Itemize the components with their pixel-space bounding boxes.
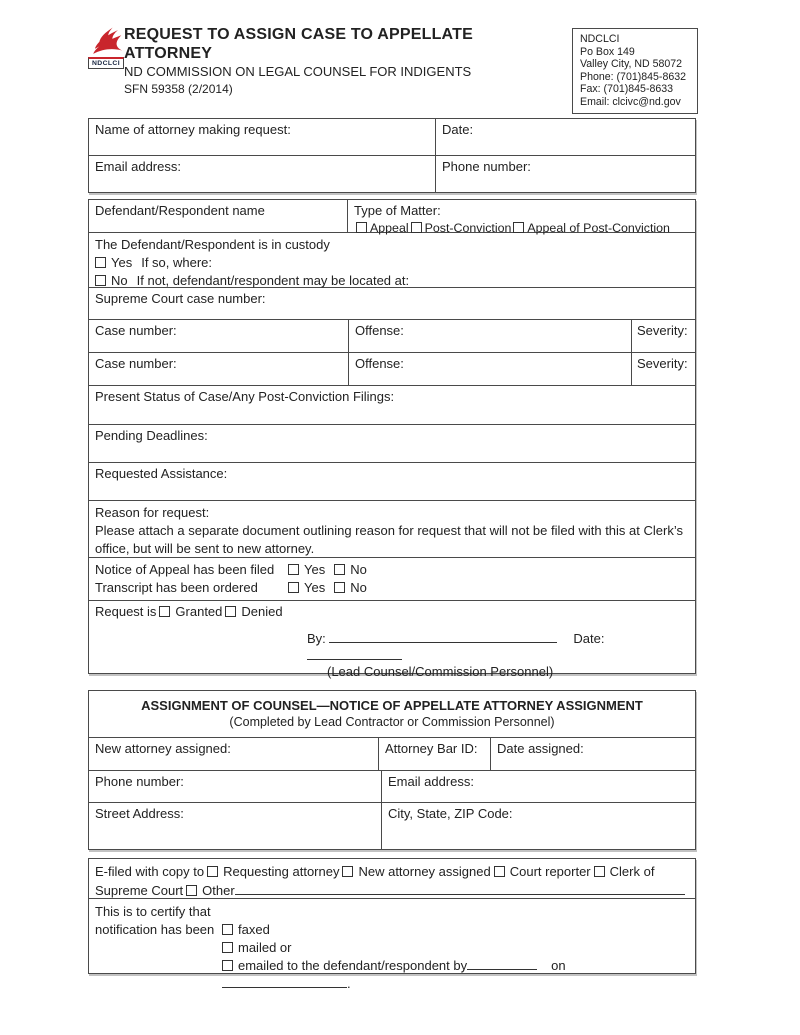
faxed-checkbox[interactable] <box>222 924 233 935</box>
by-signature-line[interactable] <box>329 630 557 643</box>
custody-label: The Defendant/Respondent is in custody <box>95 237 330 252</box>
field-new-attorney[interactable] <box>89 738 378 770</box>
field-certification <box>89 899 695 991</box>
transcript-no-label: No <box>350 580 367 595</box>
certify-mailed-line <box>222 939 695 957</box>
efile-clerk-checkbox[interactable] <box>594 866 605 877</box>
notice-no-checkbox[interactable] <box>334 564 345 575</box>
field-reason-for-request <box>89 501 695 557</box>
certify-intro-line2: notification has been <box>95 922 215 937</box>
field-requested-assistance[interactable] <box>89 463 695 500</box>
agency-address-box <box>572 28 698 114</box>
severity-2-label: Severity: <box>637 356 688 371</box>
title-block <box>124 25 564 97</box>
denied-label: Denied <box>241 604 283 619</box>
bar-id-label: Attorney Bar ID: <box>385 741 478 756</box>
field-supreme-court-case-number[interactable] <box>89 288 695 319</box>
field-severity-2[interactable] <box>631 353 695 385</box>
custody-no-checkbox[interactable] <box>95 275 106 286</box>
efile-court-reporter-label: Court reporter <box>509 864 591 879</box>
offense-2-label: Offense: <box>355 356 404 371</box>
address-line-3: Valley City, ND 58072 <box>580 58 683 71</box>
field-defendant-name[interactable] <box>89 200 347 232</box>
efile-table <box>88 858 696 991</box>
decision-date-label: Date: <box>573 631 605 646</box>
field-efiled-copies <box>89 859 695 898</box>
efile-other-checkbox[interactable] <box>186 885 197 896</box>
request-is-label: Request is <box>95 604 157 619</box>
field-city-state-zip[interactable] <box>381 803 695 849</box>
field-attorney-email[interactable] <box>89 156 435 192</box>
efile-other-label: Other <box>202 883 235 898</box>
decision-line <box>95 604 689 620</box>
efile-new-attorney-label: New attorney assigned <box>358 864 491 879</box>
field-assigned-email[interactable] <box>381 771 695 802</box>
certify-emailed-line <box>222 957 695 993</box>
field-case-number-1[interactable] <box>89 320 348 352</box>
field-offense-2[interactable] <box>348 353 631 385</box>
attorney-phone-label: Phone number: <box>442 159 531 174</box>
appeal-checkbox[interactable] <box>356 222 367 233</box>
ndclci-logo-badge: NDCLCI <box>88 57 124 69</box>
case-number-1-label: Case number: <box>95 323 177 338</box>
pending-deadlines-label: Pending Deadlines: <box>95 428 208 443</box>
field-attorney-name[interactable] <box>89 119 435 155</box>
assignment-subtitle: (Completed by Lead Contractor or Commission Personnel) <box>229 715 555 729</box>
by-label: By: <box>307 631 326 646</box>
faxed-label: faxed <box>238 922 270 937</box>
granted-label: Granted <box>175 604 223 619</box>
efile-other-line[interactable] <box>235 882 685 895</box>
mailed-label: mailed or <box>238 940 292 955</box>
assignment-table <box>88 690 696 850</box>
certify-period: . <box>347 976 351 991</box>
defendant-name-label: Defendant/Respondent name <box>95 203 265 218</box>
denied-checkbox[interactable] <box>225 606 236 617</box>
field-custody <box>89 233 695 287</box>
notice-yes-checkbox[interactable] <box>288 564 299 575</box>
new-attorney-label: New attorney assigned: <box>95 741 231 756</box>
by-caption: (Lead Counsel/Commission Personnel) <box>327 664 554 679</box>
notice-yes-label: Yes <box>304 562 326 577</box>
custody-yes-checkbox[interactable] <box>95 257 106 268</box>
type-of-matter-label: Type of Matter: <box>354 203 441 218</box>
certify-intro-line1: This is to certify that <box>95 904 211 919</box>
field-street-address[interactable] <box>89 803 381 849</box>
field-type-of-matter <box>347 200 695 235</box>
page-subtitle: ND COMMISSION ON LEGAL COUNSEL FOR INDIGENTS <box>124 64 472 79</box>
efile-court-reporter-checkbox[interactable] <box>494 866 505 877</box>
case-number-2-label: Case number: <box>95 356 177 371</box>
present-status-label: Present Status of Case/Any Post-Conviction Filings: <box>95 389 395 404</box>
reason-for-request-note: Please attach a separate document outlining reason for request that will not be filed with this at Clerk’s office, but will be sent to new attorney. <box>95 523 683 556</box>
emailed-by-line[interactable] <box>467 957 537 970</box>
custody-yes-suffix: If so, where: <box>141 255 213 270</box>
request-date-label: Date: <box>442 122 474 137</box>
appeal-of-post-conviction-checkbox[interactable] <box>513 222 524 233</box>
field-decision <box>89 601 695 679</box>
address-line-1: NDCLCI <box>580 33 620 45</box>
emailed-label: emailed to the defendant/respondent by <box>238 958 468 973</box>
emailed-on-line[interactable] <box>222 975 347 988</box>
field-assigned-phone[interactable] <box>89 771 381 802</box>
field-bar-id[interactable] <box>378 738 490 770</box>
assigned-phone-label: Phone number: <box>95 774 184 789</box>
custody-no-label: No <box>111 273 128 288</box>
mailed-checkbox[interactable] <box>222 942 233 953</box>
efile-requesting-attorney-checkbox[interactable] <box>207 866 218 877</box>
field-offense-1[interactable] <box>348 320 631 352</box>
field-notice-transcript <box>89 558 695 600</box>
field-attorney-phone[interactable] <box>435 156 695 192</box>
certify-faxed-line <box>222 921 695 939</box>
decision-date-line[interactable] <box>307 647 402 660</box>
efiled-prefix: E-filed with copy to <box>95 864 205 879</box>
form-number: SFN 59358 (2/2014) <box>124 82 233 96</box>
severity-1-label: Severity: <box>637 323 688 338</box>
page-title: REQUEST TO ASSIGN CASE TO APPELLATE ATTORNEY <box>124 26 473 62</box>
street-address-label: Street Address: <box>95 806 184 821</box>
transcript-line <box>95 579 689 597</box>
appeal-of-post-conviction-label: Appeal of Post-Conviction <box>527 221 670 235</box>
address-line-4: Phone: (701)845-8632 <box>580 70 687 83</box>
requester-table <box>88 118 696 193</box>
assignment-header <box>89 691 695 737</box>
address-line-5: Fax: (701)845-8633 <box>580 83 674 96</box>
assignment-title: ASSIGNMENT OF COUNSEL—NOTICE OF APPELLATE ATTORNEY ASSIGNMENT <box>141 698 643 713</box>
supreme-court-case-number-label: Supreme Court case number: <box>95 291 266 306</box>
field-severity-1[interactable] <box>631 320 695 352</box>
transcript-no-checkbox[interactable] <box>334 582 345 593</box>
custody-yes-line <box>95 254 689 272</box>
city-state-zip-label: City, State, ZIP Code: <box>388 806 513 821</box>
date-assigned-label: Date assigned: <box>497 741 584 756</box>
efile-requesting-attorney-label: Requesting attorney <box>223 864 340 879</box>
certify-on-label: on <box>551 958 566 973</box>
efile-clerk-label: Clerk of Supreme Court <box>95 864 655 898</box>
field-case-number-2[interactable] <box>89 353 348 385</box>
post-conviction-checkbox[interactable] <box>411 222 422 233</box>
granted-checkbox[interactable] <box>159 606 170 617</box>
certify-intro <box>89 899 222 993</box>
case-table <box>88 199 696 679</box>
field-date-assigned[interactable] <box>490 738 695 770</box>
custody-yes-label: Yes <box>111 255 133 270</box>
efile-new-attorney-checkbox[interactable] <box>342 866 353 877</box>
notice-no-label: No <box>350 562 367 577</box>
ndclci-flame-icon <box>89 27 123 57</box>
ndclci-logo <box>88 27 124 69</box>
reason-for-request-label: Reason for request: <box>95 505 210 520</box>
attorney-name-label: Name of attorney making request: <box>95 122 291 137</box>
transcript-yes-checkbox[interactable] <box>288 582 299 593</box>
by-date-line <box>307 630 689 664</box>
field-pending-deadlines[interactable] <box>89 425 695 462</box>
attorney-email-label: Email address: <box>95 159 181 174</box>
field-request-date[interactable] <box>435 119 695 155</box>
emailed-checkbox[interactable] <box>222 960 233 971</box>
notice-of-appeal-line <box>95 561 689 579</box>
transcript-label: Transcript has been ordered <box>95 580 258 595</box>
field-present-status[interactable] <box>89 386 695 424</box>
address-line-6: Email: clcivc@nd.gov <box>580 95 681 108</box>
appeal-label: Appeal <box>370 221 409 235</box>
transcript-yes-label: Yes <box>304 580 326 595</box>
certify-options <box>222 899 695 993</box>
requested-assistance-label: Requested Assistance: <box>95 466 228 481</box>
notice-of-appeal-label: Notice of Appeal has been filed <box>95 562 275 577</box>
post-conviction-label: Post-Conviction <box>424 221 512 235</box>
assigned-email-label: Email address: <box>388 774 474 789</box>
address-line-2: Po Box 149 <box>580 45 635 58</box>
offense-1-label: Offense: <box>355 323 404 338</box>
custody-no-suffix: If not, defendant/respondent may be located at: <box>136 273 410 288</box>
